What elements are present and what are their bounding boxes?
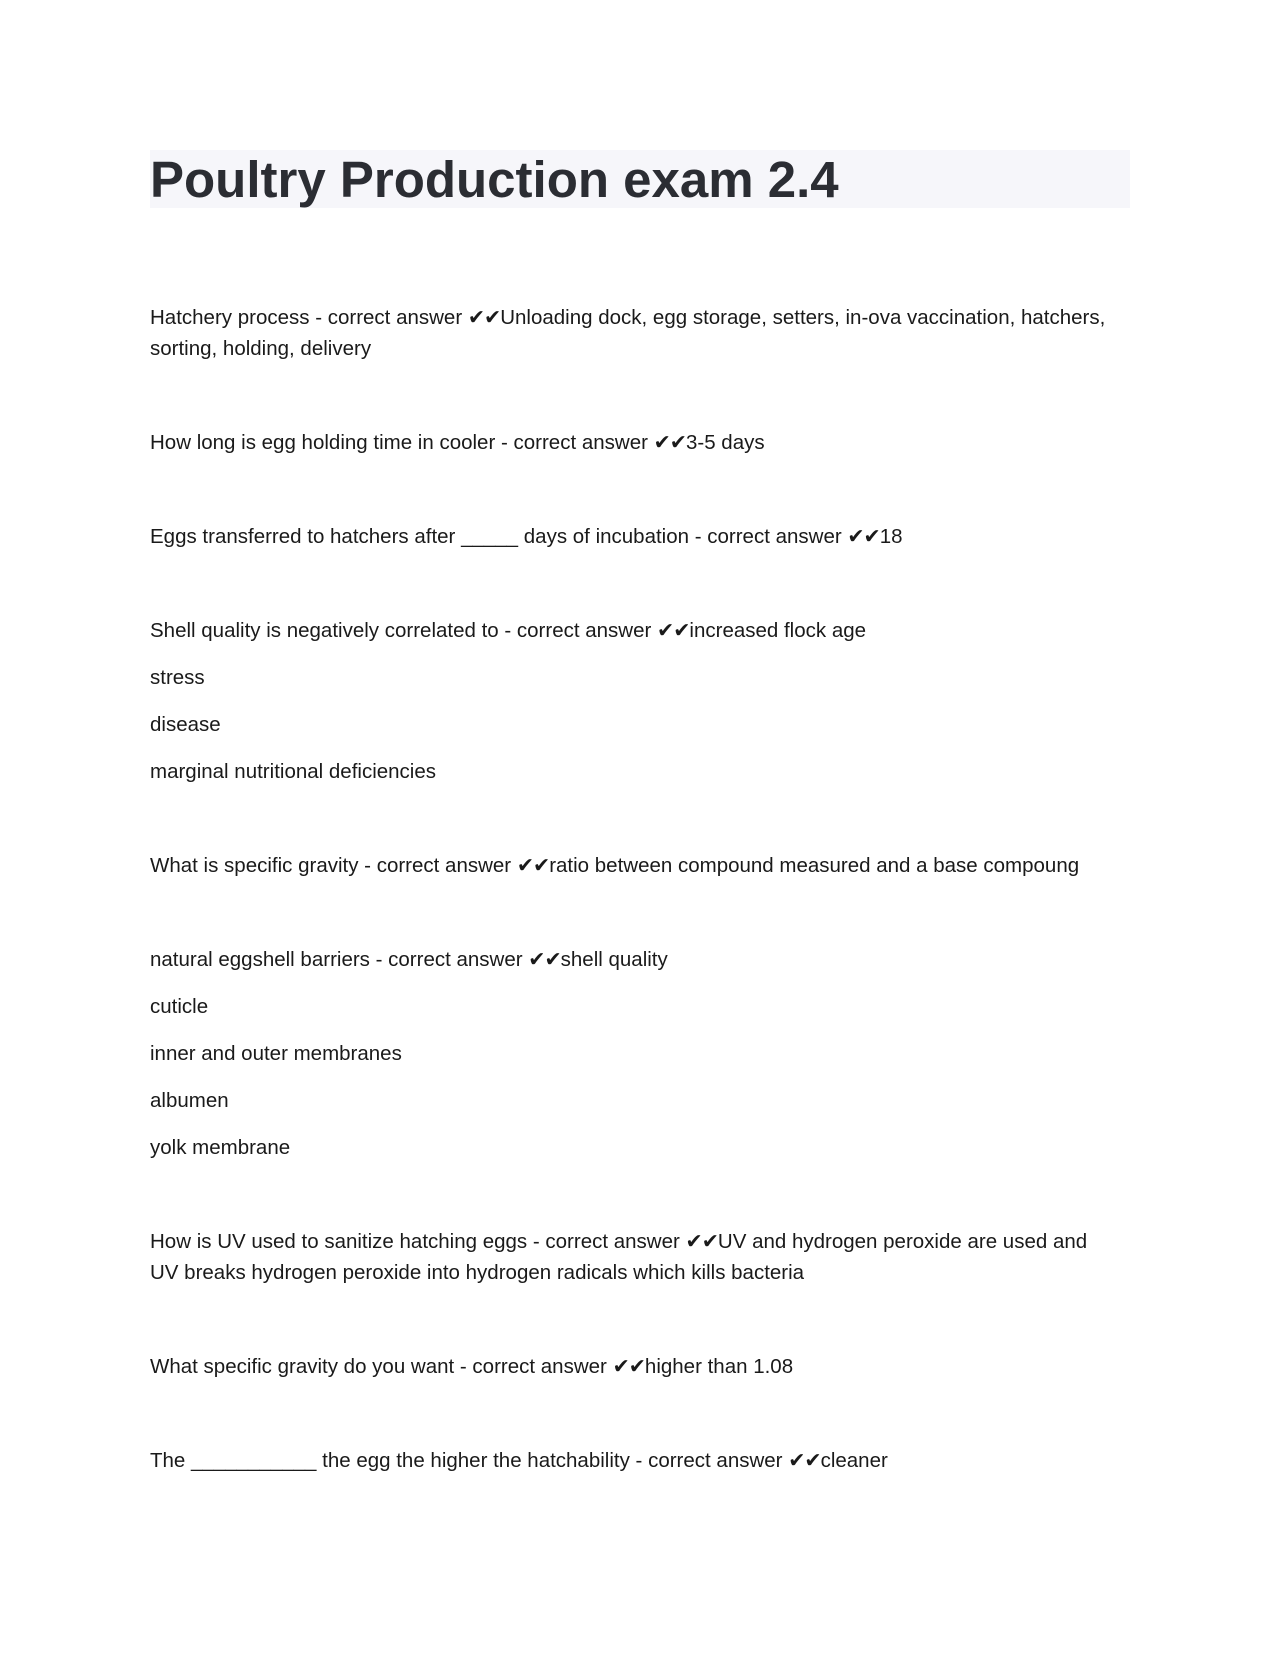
qa-item [150,1226,1130,1288]
question-text: What is specific gravity - correct answer [150,854,517,877]
checkmark-icon: ✔✔ [516,854,550,877]
answer-text: shell quality [560,948,668,971]
checkmark-icon: ✔✔ [467,306,501,329]
qa-first-line [150,615,1130,646]
answer-list-item: stress [150,666,205,689]
question-text: How is UV used to sanitize hatching eggs - correct answer [150,1230,686,1253]
qa-first-line [150,1445,1130,1476]
answer-text: UV and hydrogen peroxide are used and [717,1230,1088,1253]
qa-item [150,1445,1130,1476]
answer-text: 18 [879,525,903,548]
qa-item [150,427,1130,458]
answer-text: cleaner [820,1449,888,1472]
qa-first-line [150,1226,1130,1257]
question-text: The ___________ the egg the higher the hatchability - correct answer [150,1449,789,1472]
answer-list-item: inner and outer membranes [150,1042,402,1065]
qa-first-line [150,850,1130,881]
checkmark-icon: ✔✔ [612,1355,645,1378]
qa-first-line [150,1351,1130,1382]
answer-text: 3-5 days [685,431,765,454]
checkmark-icon: ✔✔ [528,948,561,971]
qa-list [150,302,1130,1476]
qa-item [150,615,1130,787]
answer-list-item: marginal nutritional deficiencies [150,760,437,783]
qa-first-line [150,521,1130,552]
qa-first-line [150,944,1130,975]
question-text: natural eggshell barriers - correct answer [150,948,529,971]
answer-text: ratio between compound measured and a base compoung [549,854,1080,877]
checkmark-icon: ✔✔ [788,1449,821,1472]
answer-list-item: cuticle [150,995,209,1018]
answer-text: increased flock age [689,619,867,642]
answer-text: higher than 1.08 [644,1355,794,1378]
answer-list-item: disease [150,713,221,736]
answer-continuation: sorting, holding, delivery [150,337,372,360]
answer-text: Unloading dock, egg storage, setters, in-ova vaccination, hatchers, [500,306,1106,329]
question-text: Shell quality is negatively correlated to - correct answer [150,619,658,642]
document-page [150,150,1130,1539]
answer-list-item: albumen [150,1089,229,1112]
qa-item [150,944,1130,1163]
qa-item [150,521,1130,552]
answer-continuation: UV breaks hydrogen peroxide into hydrogen radicals which kills bacteria [150,1261,805,1284]
question-text: Hatchery process - correct answer [150,306,468,329]
qa-item [150,1351,1130,1382]
qa-item [150,302,1130,364]
question-text: Eggs transferred to hatchers after _____ days of incubation - correct answer [150,525,848,548]
checkmark-icon: ✔✔ [653,431,686,454]
answer-list-item: yolk membrane [150,1136,291,1159]
qa-item [150,850,1130,881]
question-text: How long is egg holding time in cooler - correct answer [150,431,654,454]
qa-first-line [150,427,1130,458]
qa-first-line [150,302,1130,333]
checkmark-icon: ✔✔ [685,1230,718,1253]
question-text: What specific gravity do you want - correct answer [150,1355,613,1378]
title-bar [150,150,1130,208]
document-title: Poultry Production exam 2.4 [150,150,839,208]
checkmark-icon: ✔✔ [847,525,880,548]
checkmark-icon: ✔✔ [657,619,690,642]
